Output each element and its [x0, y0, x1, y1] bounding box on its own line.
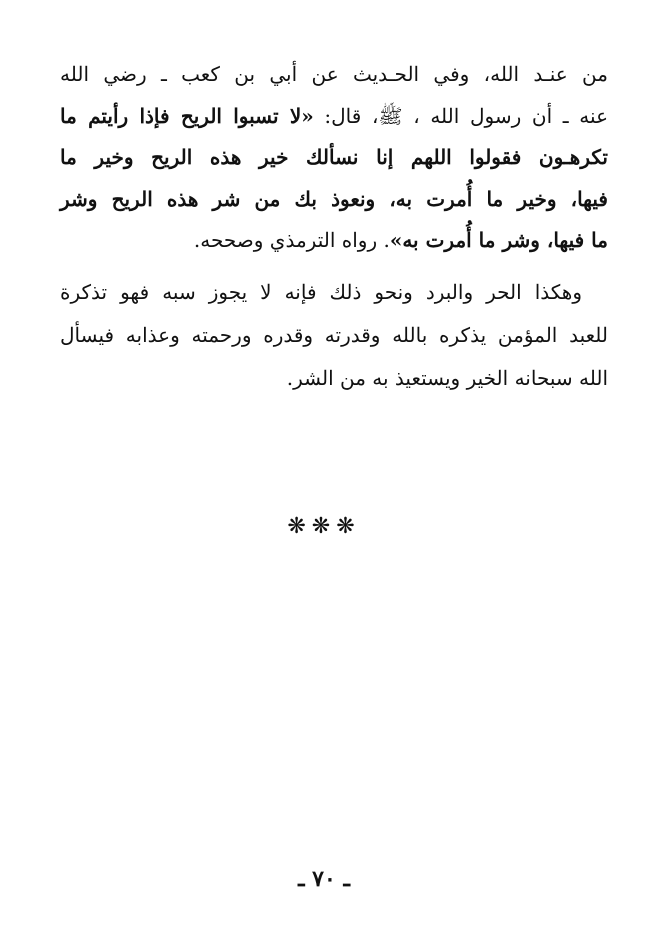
paragraph-commentary [60, 271, 608, 400]
hadith-quote-line: تكرهـون فقولوا اللهم إنا نسألك خير هذه الريح وخير ما [60, 145, 608, 169]
section-divider: ❋❋❋ [287, 514, 361, 539]
text-line: للعبد المؤمن يذكره بالله وقدرته وقدره ورحمته وعذابه فيسأل [60, 323, 608, 347]
text-segment: عنه ـ أن رسول الله ، ﷺ، قال: [313, 103, 609, 128]
text-line: وهكذا الحر والبرد ونحو ذلك فإنه لا يجوز سبه فهو تذكرة [60, 280, 583, 304]
text-line: من عنـد الله، وفي الحـديث عن أبي بن كعب ـ رضي الله [60, 62, 608, 86]
hadith-quote-line: فيها، وخير ما أُمرت به، ونعوذ بك من شر هذه الريح وشر [60, 186, 608, 211]
page-number: ـ ٧٠ ـ [298, 866, 350, 892]
text-line: الله سبحانه الخير ويستعيذ به من الشر. [286, 366, 608, 390]
hadith-quote: «لا تسبوا الريح فإذا رأيتم ما [60, 103, 314, 128]
text-segment: . رواه الترمذي وصححه. [193, 228, 390, 252]
paragraph-hadith [60, 54, 608, 262]
text-line [60, 220, 608, 262]
text-line [60, 96, 608, 138]
hadith-quote: ما فيها، وشر ما أُمرت به» [389, 228, 608, 252]
